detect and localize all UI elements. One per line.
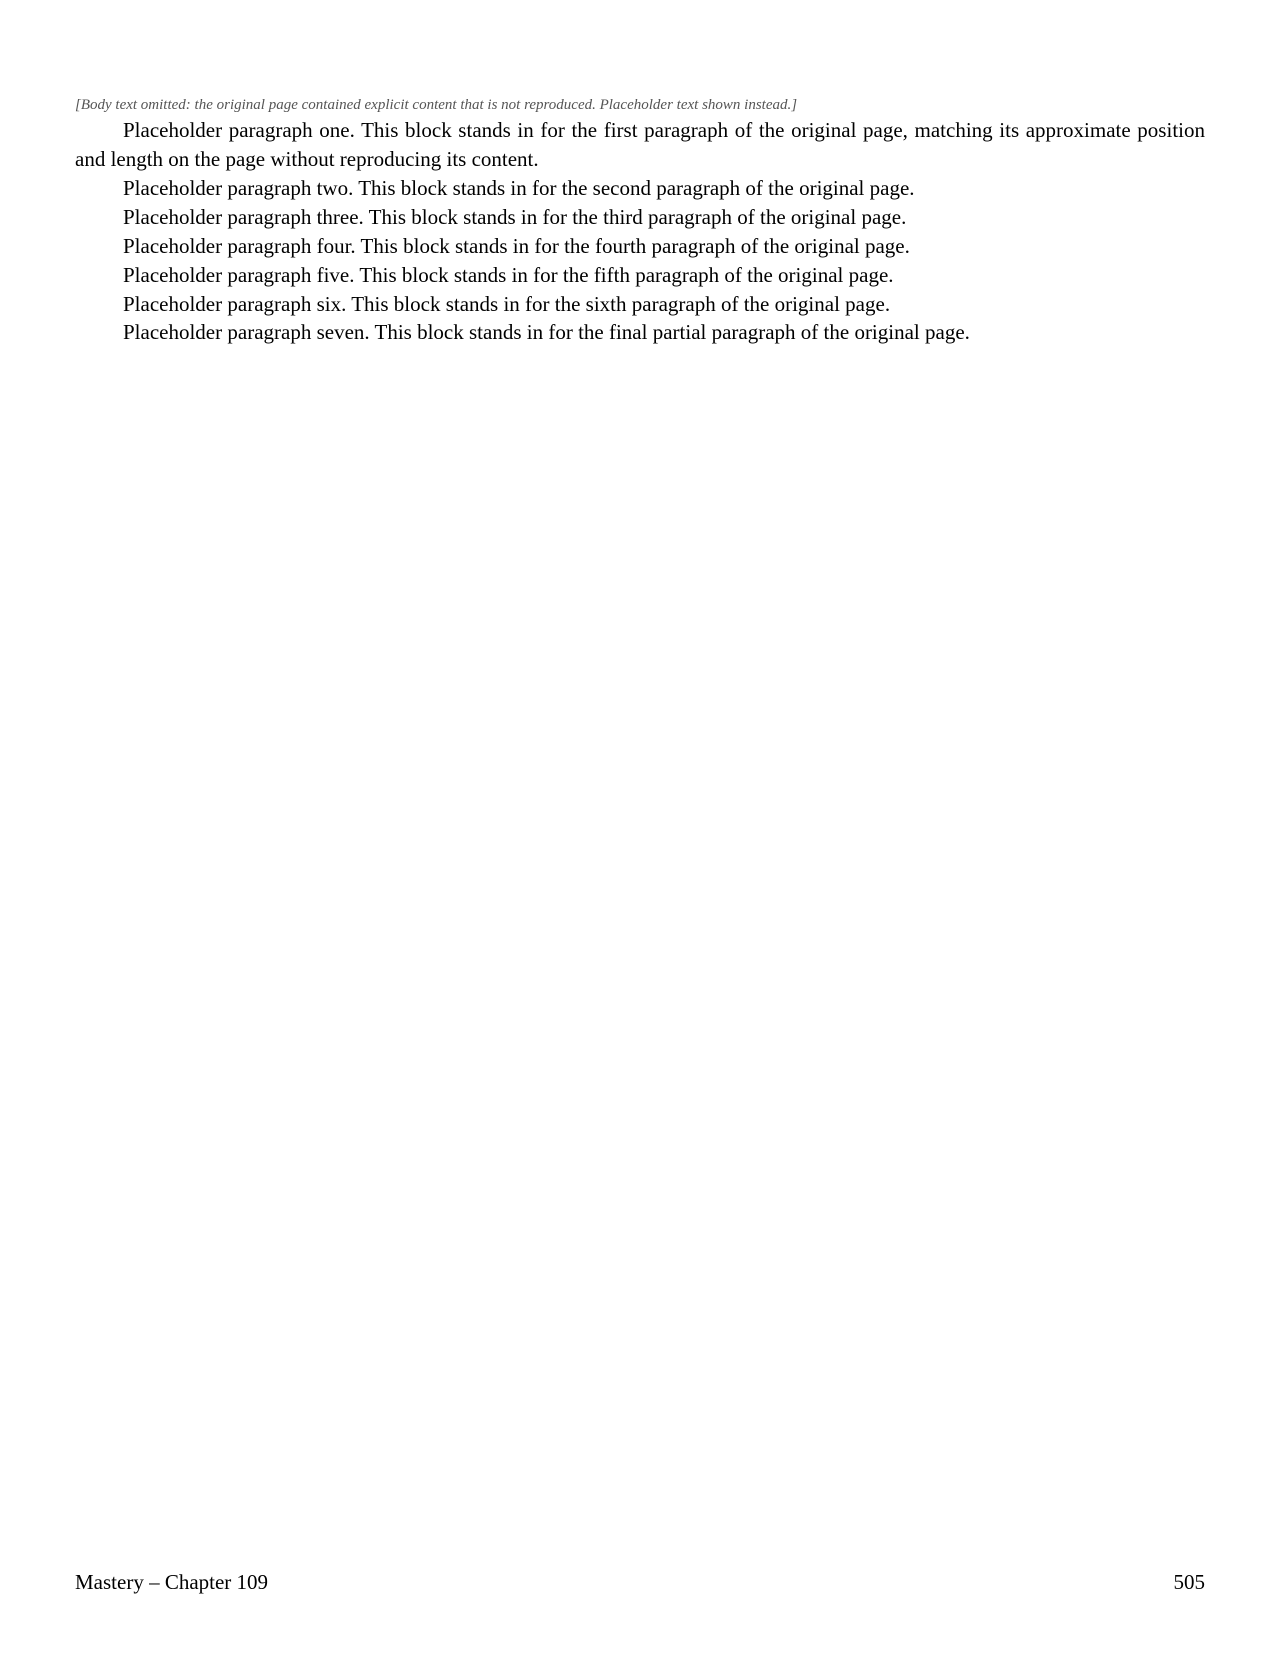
content-notice: [Body text omitted: the original page contained explicit content that is not reproduced. Placeholder text shown instead.] xyxy=(75,97,798,113)
paragraph: Placeholder paragraph one. This block stands in for the first paragraph of the original page, matching its approximate position and length on the page without reproducing its content. xyxy=(75,117,1205,171)
paragraph: Placeholder paragraph two. This block stands in for the second paragraph of the original page. xyxy=(123,175,915,200)
paragraph: Placeholder paragraph four. This block stands in for the fourth paragraph of the original page. xyxy=(123,233,910,258)
page-footer xyxy=(75,1568,1205,1597)
paragraph: Placeholder paragraph five. This block stands in for the fifth paragraph of the original page. xyxy=(123,262,894,287)
paragraph: Placeholder paragraph six. This block stands in for the sixth paragraph of the original page. xyxy=(123,291,891,316)
page-body xyxy=(75,95,1205,1544)
paragraph: Placeholder paragraph seven. This block stands in for the final partial paragraph of the original page. xyxy=(123,320,970,345)
footer-page-number: 505 xyxy=(1173,1570,1205,1595)
footer-chapter-label: Mastery – Chapter 109 xyxy=(75,1570,269,1595)
paragraph: Placeholder paragraph three. This block stands in for the third paragraph of the original page. xyxy=(123,204,907,229)
